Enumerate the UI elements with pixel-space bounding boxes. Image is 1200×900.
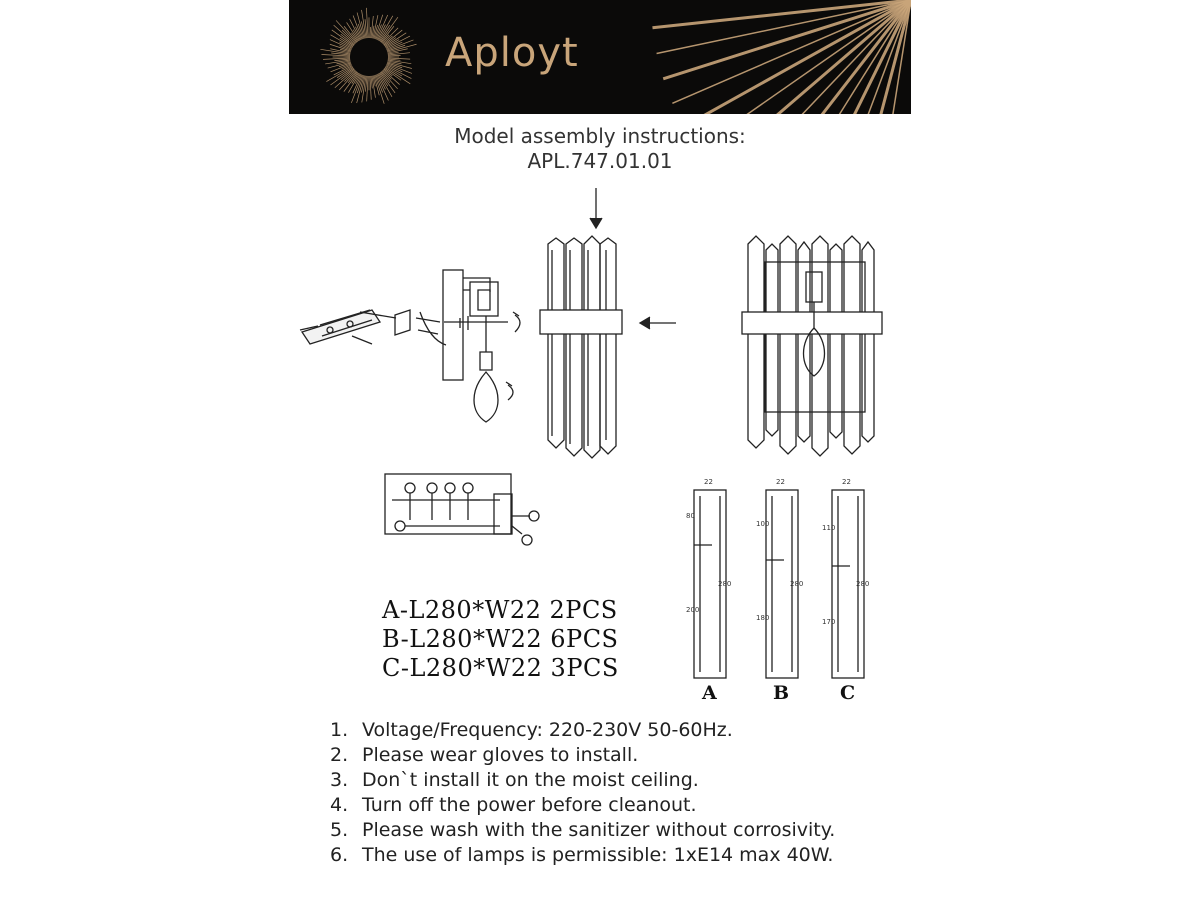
instruction-number: 4.: [330, 794, 349, 816]
doc-title: Model assembly instructions:: [454, 124, 746, 148]
instruction-number: 2.: [330, 744, 349, 766]
instruction-text: Don`t install it on the moist ceiling.: [362, 769, 699, 791]
wiring-diagram: [385, 474, 539, 545]
crystal-a-length: 280: [718, 580, 732, 588]
crystal-b-top: 100: [756, 520, 770, 528]
front-view: [742, 236, 882, 456]
mounting-exploded-view: [300, 270, 520, 422]
instruction-item: [330, 743, 835, 768]
crystal-c-width: 22: [842, 478, 851, 486]
crystal-b-bottom: 180: [756, 614, 770, 622]
parts-list-item: B-L280*W22 6PCS: [382, 625, 619, 653]
instruction-item: [330, 818, 835, 843]
side-view: [540, 188, 676, 458]
instruction-text: Please wash with the sanitizer without corrosivity.: [362, 819, 836, 841]
instruction-number: 3.: [330, 769, 349, 791]
crystal-c-label: C: [840, 682, 856, 704]
instruction-number: 1.: [330, 719, 349, 741]
instruction-number: 5.: [330, 819, 349, 841]
crystal-b-label: B: [773, 682, 790, 704]
crystal-b-length: 280: [790, 580, 804, 588]
instructions-list: [330, 718, 835, 868]
parts-list-item: C-L280*W22 3PCS: [382, 654, 619, 682]
instruction-item: [330, 843, 835, 868]
instruction-item: [330, 793, 835, 818]
crystal-c-bottom: 170: [822, 618, 836, 626]
crystal-c-top: 110: [822, 524, 836, 532]
instruction-item: [330, 718, 835, 743]
crystal-a-bottom: 200: [686, 606, 700, 614]
crystal-b-width: 22: [776, 478, 785, 486]
crystal-a-label: A: [702, 682, 717, 704]
parts-list: [382, 596, 619, 683]
parts-list-item: A-L280*W22 2PCS: [382, 596, 618, 624]
brand-name: Aployt: [445, 30, 579, 76]
instruction-number: 6.: [330, 844, 349, 866]
crystal-a-top: 80: [686, 512, 695, 520]
instruction-text: Turn off the power before cleanout.: [362, 794, 697, 816]
instruction-text: Please wear gloves to install.: [362, 744, 639, 766]
crystal-a-width: 22: [704, 478, 713, 486]
model-number: APL.747.01.01: [527, 149, 673, 173]
crystal-c-length: 280: [856, 580, 870, 588]
instruction-item: [330, 768, 835, 793]
instruction-text: Voltage/Frequency: 220-230V 50-60Hz.: [362, 719, 733, 741]
instruction-text: The use of lamps is permissible: 1xE14 max 40W.: [362, 844, 834, 866]
